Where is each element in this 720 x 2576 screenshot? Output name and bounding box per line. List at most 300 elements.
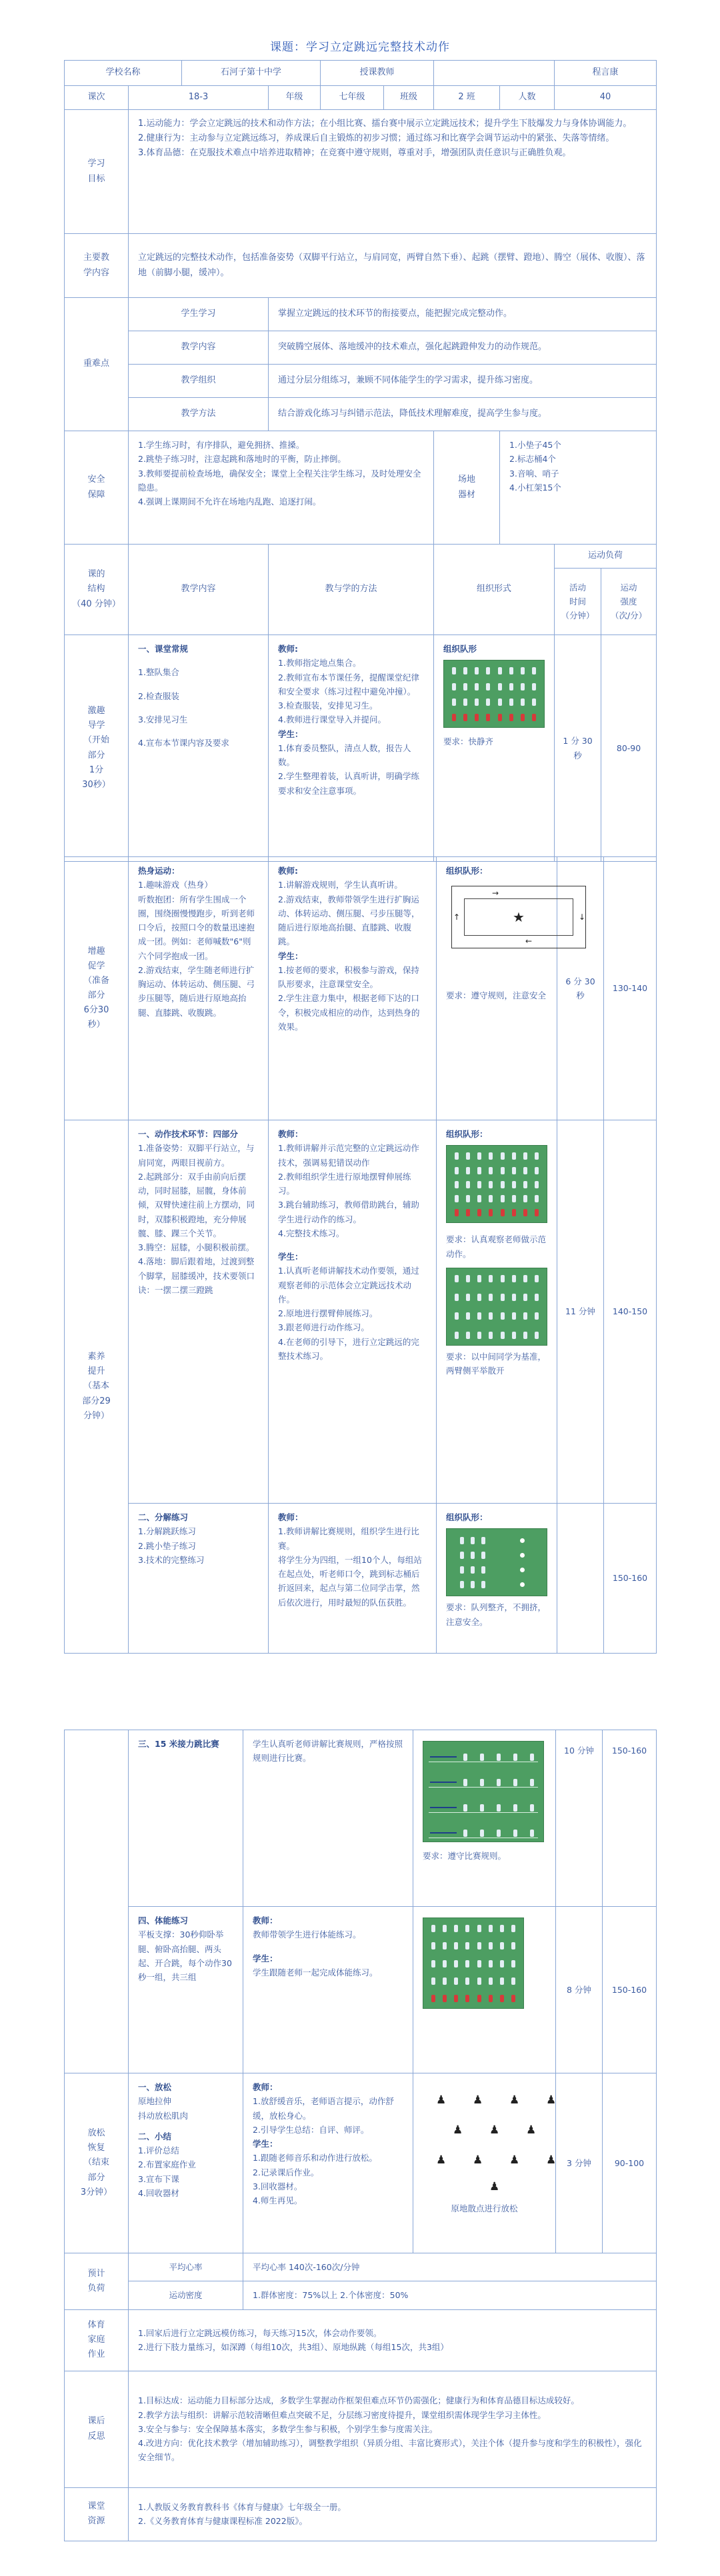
cone-marker: [520, 1582, 525, 1587]
school-value: 石河子第十中学: [182, 61, 321, 86]
keypoint-value: 通过分层分组练习，兼顾不同体能学生的学习需求，提升练习密度。: [269, 365, 657, 398]
method-item: 2.学生注意力集中，根据老师下达的口令，积极完成相应的动作，达到热身的效果。: [278, 993, 420, 1032]
student-marker: [475, 698, 479, 706]
student-marker: [465, 1995, 469, 2002]
student-marker: [501, 1294, 505, 1301]
block4-item: 平板支撑：30秒仰卧举腿、俯卧高抬腿、两头起、开合跳，每个动作30秒一组，共三组: [138, 1930, 232, 1982]
phase4-title2: 二、小结: [138, 2131, 172, 2141]
student-marker: [463, 714, 467, 721]
student-marker: [521, 698, 525, 706]
keypoint-key: 教学内容: [129, 331, 269, 365]
student-marker: [489, 1312, 493, 1320]
student-marker: [431, 1942, 435, 1949]
method-item: 3.跟老师进行动作练习。: [278, 1322, 369, 1333]
phase4-title1: 一、放松: [138, 2082, 172, 2092]
student-marker: [455, 1312, 459, 1320]
direction-arrow: [430, 1832, 457, 1834]
method-item: 1.认真听老师讲解技术动作要领，通过观察老师的示范体会立定跳远技术动作。: [278, 1266, 419, 1304]
phase2-intensity: 130-140: [604, 857, 657, 1120]
method-item: 1.教师讲解并示范完整的立定跳远动作技术，强调易犯错误动作: [278, 1143, 419, 1168]
teacher-blank: [434, 61, 555, 86]
org-requirement: 要求：队列整齐，不拥挤，注意安全。: [446, 1602, 547, 1627]
student-figure-icon: ♟: [436, 2093, 447, 2107]
keypoints-label: 重难点: [65, 298, 129, 431]
org-title: 组织队形: [443, 644, 477, 654]
student-marker: [477, 1995, 481, 2002]
method-title: 教师：: [253, 2082, 278, 2092]
school-label: 学校名称: [65, 61, 182, 86]
student-marker: [511, 1977, 515, 1985]
student-marker: [513, 1754, 517, 1761]
method-item: 2.教师宣布本节课任务，提醒课堂纪律和安全要求（练习过程中避免冲撞）。: [278, 672, 419, 696]
phase3-block2-org: [437, 1504, 557, 1654]
student-marker: [471, 1552, 475, 1559]
arrow-left-icon: ←: [525, 936, 533, 946]
student-marker: [523, 1209, 527, 1216]
phase4-item: 抖动放松肌肉: [138, 2110, 189, 2121]
arrow-right-icon: →: [492, 888, 499, 898]
student-marker: [454, 1925, 458, 1932]
student-marker: [466, 1294, 470, 1301]
student-marker: [532, 698, 536, 706]
phase3-block3-content: [129, 1730, 243, 1907]
student-marker: [489, 1275, 493, 1282]
student-marker: [489, 1209, 493, 1216]
lesson-plan-table-2: [64, 856, 657, 1654]
student-marker: [512, 1152, 516, 1160]
phase1-item: 3.安排见习生: [138, 714, 188, 724]
student-marker: [471, 1537, 475, 1544]
method-item: 4.师生再见。: [253, 2195, 303, 2205]
student-marker: [500, 1925, 504, 1932]
student-marker: [530, 1754, 534, 1761]
student-marker: [466, 1275, 470, 1282]
student-marker: [463, 698, 467, 706]
student-marker: [500, 1942, 504, 1949]
method-title: 教师:: [278, 866, 298, 876]
grade-value: 七年级: [321, 86, 384, 110]
student-figure-icon: ♟: [526, 2123, 537, 2137]
phase4-content: [129, 2073, 243, 2253]
safety-item: 2.跳垫子练习时，注意起跳和落地时的平衡，防止摔倒。: [138, 454, 346, 465]
method-item: 2.游戏结束，教师带领学生进行扩胸运动、体转运动、侧压腿、弓步压腿等，随后进行原地高抬腿、直膝跳、收腹跳。: [278, 894, 420, 947]
student-marker: [486, 714, 490, 721]
phase1-item: 4.宣布本节课内容及要求: [138, 738, 229, 748]
method-title: 学生：: [253, 1953, 278, 1963]
count-value: 40: [555, 86, 657, 110]
phase4-time: 3 分钟: [556, 2073, 603, 2253]
student-marker: [489, 1167, 493, 1174]
student-marker: [454, 1942, 458, 1949]
student-marker: [465, 1960, 469, 1967]
student-marker: [489, 1195, 493, 1202]
student-marker: [463, 1830, 467, 1837]
student-marker: [477, 1294, 481, 1301]
student-marker: [480, 1804, 484, 1812]
lesson-plan-table-1: [64, 60, 657, 862]
org-header: 组织形式: [434, 545, 555, 635]
method-header: 教与学的方法: [269, 545, 434, 635]
student-marker: [523, 1275, 527, 1282]
homework-content: [129, 2309, 657, 2371]
student-marker: [498, 683, 502, 690]
phase4-item: 原地拉伸: [138, 2096, 172, 2107]
phase1-name: 激趣 导学 （开始 部分 1分 30秒）: [65, 635, 129, 862]
time-header: 活动 时间 （分钟）: [555, 569, 601, 635]
student-marker: [512, 1332, 516, 1339]
student-marker: [475, 714, 479, 721]
phase2-name: 增趣 促学 （准备 部分 6分30 秒）: [65, 857, 129, 1120]
lesson-value: 18-3: [129, 86, 269, 110]
org-requirement: 要求：遵守规则，注意安全: [446, 990, 547, 1001]
method-item: 学生跟随老师一起完成体能练习。: [253, 1967, 378, 1977]
method-item: 3.检查服装，安排见习生。: [278, 700, 378, 710]
student-marker: [431, 1995, 435, 2002]
student-marker: [498, 698, 502, 706]
student-marker: [535, 1294, 539, 1301]
method-item: 2.记录课后作业。: [253, 2167, 319, 2177]
goal-item: 3.体育品德：在克服技术难点中培养进取精神；在竞赛中遵守规则，尊重对手，增强团队责任意识与正确胜负观。: [138, 148, 571, 159]
goal-item: 2.健康行为：主动参与立定跳远练习，养成课后自主锻炼的初步习惯；通过练习和比赛学会调节运动中的紧张、失落等情绪。: [138, 133, 615, 144]
phase1-org: [434, 635, 555, 862]
student-marker: [521, 667, 525, 674]
reflection-item: 1.目标达成：运动能力目标部分达成，多数学生掌握动作框架但难点环节仍需强化；健康行为和体育品德目标达成较好。: [138, 2395, 579, 2406]
student-marker: [489, 1925, 493, 1932]
phase1-content: [129, 635, 269, 862]
safety-content: [129, 431, 434, 545]
student-marker: [452, 683, 456, 690]
student-marker: [443, 1942, 447, 1949]
method-item: 1.体育委员整队，清点人数，报告人数。: [278, 742, 411, 767]
phase4-method: [243, 2073, 413, 2253]
org-requirement: 要求：认真观察老师做示范动作。: [446, 1234, 547, 1259]
student-marker: [477, 1152, 481, 1160]
method-item: 学生：: [278, 950, 303, 961]
student-marker: [460, 1566, 464, 1574]
org-requirement: 要求：快静齐: [443, 736, 494, 747]
lane-line: [429, 1787, 538, 1788]
phase4-name: 放松 恢复 （结束 部分 3分钟）: [65, 2073, 129, 2253]
student-marker: [460, 1537, 464, 1544]
student-marker: [431, 1925, 435, 1932]
student-marker: [431, 1960, 435, 1967]
scatter-formation-diagram: [423, 2084, 569, 2197]
method-item: 2.原地进行摆臂伸展练习。: [278, 1308, 378, 1318]
student-marker: [511, 1942, 515, 1949]
keypoint-value: 突破腾空展体、落地缓冲的技术难点，强化起跳蹬伸发力的动作规范。: [269, 331, 657, 365]
student-marker: [455, 1152, 459, 1160]
keypoint-key: 学生学习: [129, 298, 269, 331]
block1-item: 1.准备姿势：双脚平行站立，与肩同宽，两眼目视前方。: [138, 1143, 255, 1168]
phase4-org: [413, 2073, 556, 2253]
student-marker: [475, 667, 479, 674]
method-title: 教师：: [253, 1916, 278, 1926]
student-marker: [477, 1312, 481, 1320]
student-marker: [535, 1152, 539, 1160]
student-marker: [489, 1332, 493, 1339]
student-marker: [501, 1332, 505, 1339]
student-marker: [500, 1977, 504, 1985]
student-marker: [512, 1275, 516, 1282]
formation-field: [446, 1528, 547, 1596]
student-marker: [535, 1167, 539, 1174]
student-figure-icon: ♟: [453, 2123, 463, 2137]
student-marker: [481, 1581, 485, 1588]
formation-field: [446, 1268, 547, 1346]
method-item: 1.讲解游戏规则，学生认真听讲。: [278, 880, 403, 890]
student-marker: [477, 1181, 481, 1188]
student-marker: [501, 1209, 505, 1216]
student-marker: [455, 1181, 459, 1188]
student-marker: [512, 1294, 516, 1301]
org-title: 组织队形：: [446, 1129, 488, 1139]
resource-item: 1.人教版义务教育教科书《体育与健康》七年级全一册。: [138, 2501, 346, 2512]
student-marker: [512, 1209, 516, 1216]
student-marker: [466, 1152, 470, 1160]
block2-item: 2.跳小垫子练习: [138, 1540, 196, 1551]
student-marker: [489, 1181, 493, 1188]
student-marker: [477, 1195, 481, 1202]
student-marker: [523, 1195, 527, 1202]
teacher-star-icon: ★: [513, 909, 525, 926]
student-marker: [500, 1995, 504, 2002]
phase3-block4-org: [413, 1907, 556, 2073]
student-marker: [523, 1167, 527, 1174]
method-title: 学生：: [278, 1252, 303, 1262]
org-requirement: 要求：遵守比赛规则。: [423, 1851, 507, 1861]
method-item: 将学生分为四组，一组10个人，每组站在起点处，听老师口令，跳到标志桶后折返回来，起点与第二位同学击掌，然后依次进行，用时最短的队伍获胜。: [278, 1554, 422, 1608]
student-marker: [497, 1754, 501, 1761]
student-marker: [530, 1804, 534, 1812]
block2-item: 3.技术的完整练习: [138, 1554, 205, 1565]
venue-item: 2.标志桶4个: [509, 454, 556, 465]
student-figure-icon: ♟: [509, 2153, 520, 2167]
student-marker: [512, 1312, 516, 1320]
student-marker: [481, 1566, 485, 1574]
student-marker: [512, 1167, 516, 1174]
student-marker: [477, 1167, 481, 1174]
load-header: 运动负荷: [555, 545, 657, 569]
student-marker: [452, 698, 456, 706]
safety-item: 4.强调上课期间不允许在场地内乱跑、追逐打闹。: [138, 497, 321, 507]
reflection-item: 4.改进方向：优化技术教学（增加辅助练习），调整教学组织（异质分组、丰富比赛形式），关注个体（提升参与度和学生的积极性），强化安全细节。: [138, 2438, 642, 2463]
formation-field: [443, 660, 545, 728]
grade-label: 年级: [269, 86, 321, 110]
student-marker: [465, 1925, 469, 1932]
phase2-item: 2.游戏结束，学生随老师进行扩胸运动、体转运动、侧压腿、弓步压腿等，随后进行原地高抬腿、直膝跳、收腹跳。: [138, 964, 255, 1018]
method-item: 2.引导学生总结：自评、师评。: [253, 2124, 369, 2135]
student-marker: [500, 1960, 504, 1967]
reflection-item: 3.安全与参与：安全保障基本落实，多数学生参与积极，个别学生参与度需关注。: [138, 2423, 438, 2434]
student-marker: [455, 1167, 459, 1174]
density-value: 1.群体密度：75%以上 2.个体密度：50%: [243, 2281, 657, 2309]
phase4-intensity: 90-100: [603, 2073, 657, 2253]
student-marker: [481, 1537, 485, 1544]
method-title: 教师：: [278, 1129, 303, 1139]
content-text: 立定跳远的完整技术动作，包括准备姿势（双脚平行站立，与肩同宽，两臂自然下垂）、起跳（摆臂、蹬地）、腾空（展体、收腹）、落地（前脚小腿，缓冲）。: [129, 234, 657, 298]
keypoint-value: 结合游戏化练习与纠错示范法，降低技术理解难度，提高学生参与度。: [269, 398, 657, 431]
student-marker: [465, 1977, 469, 1985]
student-marker: [455, 1294, 459, 1301]
student-marker: [463, 683, 467, 690]
student-marker: [509, 683, 513, 690]
student-figure-icon: ♟: [436, 2153, 447, 2167]
student-marker: [489, 1152, 493, 1160]
student-marker: [489, 1942, 493, 1949]
student-marker: [477, 1332, 481, 1339]
student-marker: [532, 714, 536, 721]
method-item: 3.跳台辅助练习，教师借助跳台，辅助学生进行动作的练习。: [278, 1200, 419, 1224]
block2-intensity: 150-160: [604, 1504, 657, 1654]
student-marker: [523, 1294, 527, 1301]
student-marker: [489, 1294, 493, 1301]
phase1-time: 1 分 30 秒: [555, 635, 601, 862]
direction-arrow: [430, 1782, 457, 1783]
student-marker: [501, 1195, 505, 1202]
method-item: 教师带领学生进行体能练习。: [253, 1930, 361, 1940]
phase3-block3-org: [413, 1730, 556, 1907]
goals-content: [129, 110, 657, 234]
venue-item: 3.音响、哨子: [509, 468, 559, 479]
block3-title: 三、15 米接力跳比赛: [138, 1739, 219, 1749]
class-label: 班级: [384, 86, 434, 110]
student-marker: [532, 683, 536, 690]
phase3-block3-method: 学生认真听老师讲解比赛规则，严格按照规则进行比赛。: [243, 1730, 413, 1907]
student-marker: [477, 1960, 481, 1967]
lane-line: [429, 1812, 538, 1813]
block3-time: 10 分钟: [556, 1730, 603, 1907]
student-marker: [480, 1754, 484, 1761]
homework-item: 2.进行下肢力量练习，如深蹲（每组10次，共3组）、原地纵跳（每组15次，共3组）: [138, 2342, 449, 2352]
phase3-block2-content: [129, 1504, 269, 1654]
student-marker: [452, 667, 456, 674]
student-marker: [463, 1779, 467, 1786]
student-marker: [535, 1195, 539, 1202]
relay-lanes-field: [423, 1741, 544, 1842]
structure-header: 课的 结构 （40 分钟）: [65, 545, 129, 635]
homework-item: 1.回家后进行立定跳远模仿练习，每天练习15次，体会动作要领。: [138, 2327, 382, 2338]
method-item: 4.完整技术练习。: [278, 1228, 345, 1238]
phase4-item: 4.回收器材: [138, 2187, 179, 2198]
phase4-item: 3.宣布下课: [138, 2173, 179, 2184]
student-marker: [530, 1779, 534, 1786]
phase1-item: 1.整队集合: [138, 667, 179, 678]
student-marker: [511, 1925, 515, 1932]
student-marker: [443, 1995, 447, 2002]
resources-content: [129, 2487, 657, 2541]
cone-marker: [520, 1538, 525, 1543]
student-marker: [509, 698, 513, 706]
org-requirement: 要求：以中间同学为基准，两臂侧平举散开: [446, 1351, 547, 1376]
reflection-item: 2.教学方法与组织：讲解示范较清晰但难点突破不足，分层练习密度待提升，课堂组织需体现学生学习主体性。: [138, 2409, 546, 2420]
arrow-down-icon: ↓: [578, 912, 585, 922]
student-marker: [498, 667, 502, 674]
student-marker: [486, 698, 490, 706]
student-marker: [481, 1552, 485, 1559]
student-marker: [463, 1804, 467, 1812]
student-marker: [463, 667, 467, 674]
phase3-block4-content: [129, 1907, 243, 2073]
student-marker: [501, 1312, 505, 1320]
student-marker: [498, 714, 502, 721]
student-marker: [454, 1995, 458, 2002]
density-label: 运动密度: [129, 2281, 243, 2309]
student-marker: [455, 1275, 459, 1282]
hr-value: 平均心率 140次-160次/分钟: [243, 2253, 657, 2281]
resource-item: 2.《义务教育体育与健康课程标准 2022版》。: [138, 2516, 307, 2526]
phase3-block1-org: [437, 1120, 557, 1504]
safety-item: 1.学生练习时，有序排队，避免拥挤、推搡。: [138, 440, 305, 450]
phase2-title: 热身运动：: [138, 866, 180, 876]
teacher-label: 授课教师: [321, 61, 434, 86]
student-marker: [489, 1960, 493, 1967]
method-item: 1.按老师的要求，积极参与游戏，保持队形要求，注意课堂安全。: [278, 964, 419, 989]
phase2-item: 1.趣味游戏（热身）: [138, 880, 213, 890]
student-marker: [452, 714, 456, 721]
student-marker: [509, 714, 513, 721]
student-marker: [501, 1152, 505, 1160]
method-item: 2.学生整理着装，认真听讲，明确学练要求和安全注意事项。: [278, 771, 419, 796]
method-title: 学生：: [278, 728, 303, 739]
student-marker: [466, 1209, 470, 1216]
student-marker: [535, 1312, 539, 1320]
student-marker: [460, 1552, 464, 1559]
student-marker: [454, 1977, 458, 1985]
method-item: 1.放舒缓音乐，老师语言提示，动作舒缓，放松身心。: [253, 2096, 394, 2121]
direction-arrow: [430, 1807, 457, 1808]
block2-title: 二、分解练习: [138, 1512, 189, 1522]
phase3b-name: [65, 1730, 129, 2073]
phase3-name: 素养 提升 （基本 部分29 分钟）: [65, 1120, 129, 1654]
method-item: 1.教师讲解比赛规则，组织学生进行比赛。: [278, 1526, 419, 1551]
method-item: 2.教师组织学生进行原地摆臂伸展练习。: [278, 1171, 411, 1196]
student-marker: [535, 1275, 539, 1282]
block1-item: 3.腾空：屈膝，小腿积极前摆。: [138, 1242, 255, 1252]
intensity-header: 运动 强度 （次/分）: [601, 569, 657, 635]
block3-intensity: 150-160: [603, 1730, 657, 1907]
student-marker: [512, 1181, 516, 1188]
method-item: 1.跟随老师音乐和动作进行放松。: [253, 2153, 377, 2163]
arrow-up-icon: ↑: [453, 912, 461, 922]
student-marker: [509, 667, 513, 674]
phase2-method: [269, 857, 437, 1120]
phase2-item: 听数抱团：所有学生围成一个圈，围绕圈慢慢跑步，听到老师口令后，按照口令的数量迅速抱成一团。例如：老师喊数"6"则六个同学抱成一团。: [138, 894, 255, 961]
student-marker: [497, 1830, 501, 1837]
venue-item: 1.小垫子45个: [509, 440, 561, 450]
phase3-block1-content: [129, 1120, 269, 1504]
student-marker: [535, 1181, 539, 1188]
formation-field: [446, 1145, 547, 1223]
method-item: 3.回收器材。: [253, 2181, 303, 2191]
student-marker: [431, 1977, 435, 1985]
safety-label: 安全 保障: [65, 431, 129, 545]
student-marker: [466, 1312, 470, 1320]
student-figure-icon: ♟: [509, 2093, 520, 2107]
cone-marker: [520, 1568, 525, 1572]
phase4-item: 1.评价总结: [138, 2145, 179, 2155]
student-marker: [513, 1830, 517, 1837]
student-marker: [443, 1925, 447, 1932]
student-figure-icon: ♟: [489, 2123, 500, 2137]
phase1-intensity: 80-90: [601, 635, 657, 862]
content-header: 教学内容: [129, 545, 269, 635]
keypoint-value: 掌握立定跳远的技术环节的衔接要点，能把握完成完整动作。: [269, 298, 657, 331]
phase3-block2-method: [269, 1504, 437, 1654]
student-marker: [523, 1181, 527, 1188]
phase3-block4-method: [243, 1907, 413, 2073]
formation-field: [423, 1918, 524, 2009]
block4-intensity: 150-160: [603, 1907, 657, 2073]
